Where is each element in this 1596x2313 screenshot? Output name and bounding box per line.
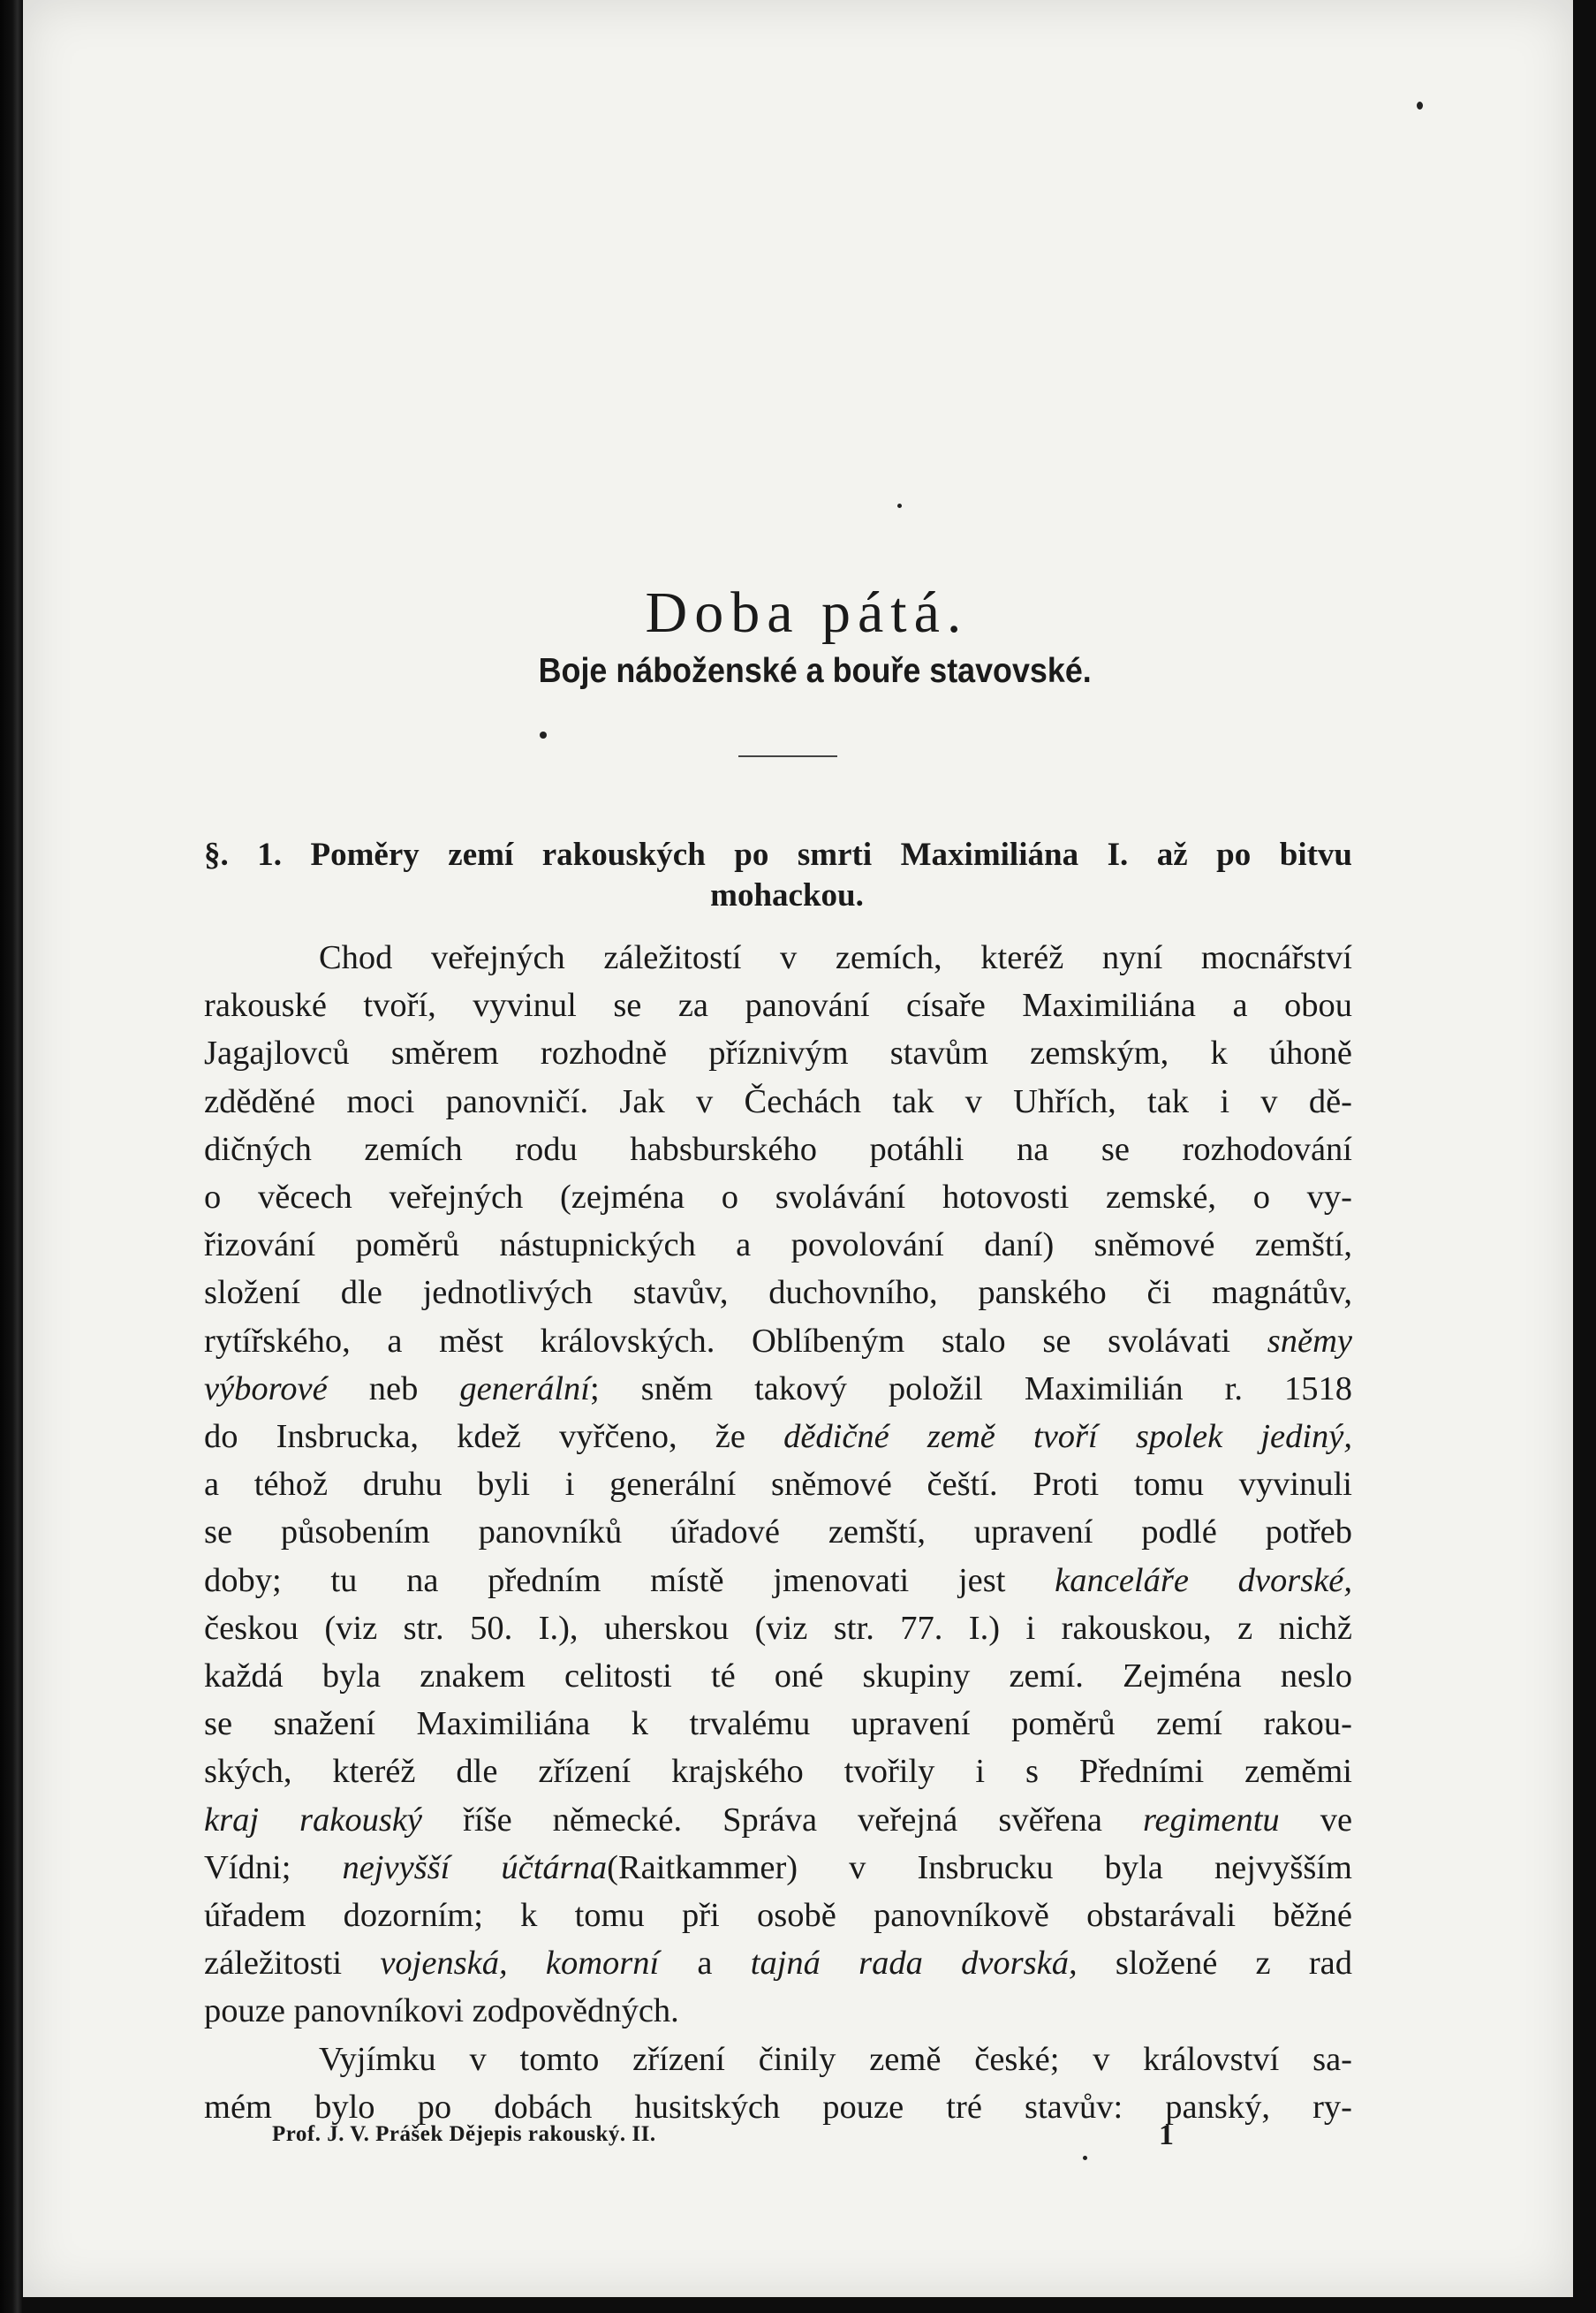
footer-source: Prof. J. V. Prášek Dějepis rakouský. II. [272,2122,656,2146]
italic-term: generální [459,1369,590,1407]
text-line: o věcech veřejných (zejména o svolávání hotovosti zemské, o vy- [204,1179,1352,1217]
italic-term: výborové [204,1369,328,1407]
section-heading-line: mohackou. [710,877,864,914]
text-line: složení dle jednotlivých stavův, duchovního, panského či magnátův, [204,1274,1352,1312]
text-line: řizování poměrů nástupnických a povolování daní) sněmové zemští, [204,1226,1352,1264]
text-line: každá byla znakem celitosti té oné skupiny zemí. Zejména neslo [204,1657,1352,1695]
text-line: a téhož druhu byli i generální sněmové čeští. Proti tomu vyvinuli [204,1466,1352,1504]
text-line: Vyjímku v tomto zřízení činily země české; v království sa- [319,2040,1352,2078]
text-line: pouze panovníkovi zodpovědných. [204,1992,679,2030]
text-line: Vídni; nejvyšší účtárna(Raitkammer) v Insbrucku byla nejvyšším [204,1848,1352,1886]
italic-term: kraj rakouský [204,1801,423,1839]
text-line: úřadem dozorním; k tomu při osobě panovníkově obstarávali běžné [204,1897,1352,1935]
text-line: záležitosti vojenská, komorní a tajná rada dvorská, složené z rad [204,1945,1352,1983]
section-heading [204,835,1352,916]
text-line: rytířského, a měst královských. Oblíbeným stalo se svolávati sněmy [204,1322,1352,1360]
text-line: se snažení Maximiliána k trvalému upravení poměrů zemí rakou- [204,1705,1352,1743]
text-line: výborové neb generální; sněm takový položil Maximilián r. 1518 [204,1369,1353,1407]
text-line: dičných zemích rodu habsburského potáhli na se rozhodování [204,1130,1352,1168]
signature-mark: 1 [1159,2119,1174,2151]
text-line: Jagajlovců směrem rozhodně příznivým stavům zemským, k úhoně [204,1035,1352,1073]
italic-term: sněmy [1267,1322,1352,1360]
text-line: českou (viz str. 50. I.), uherskou (viz str. 77. I.) i rakouskou, z nichž [204,1609,1352,1647]
body-text [204,934,1352,2131]
italic-term: tajná rada dvorská, [750,1945,1078,1983]
text-line: mém bylo po dobách husitských pouze tré stavův: panský, ry- [204,2088,1352,2126]
italic-term: nejvyšší účtárna [342,1848,608,1886]
scan-speck [897,504,902,508]
section-heading-line: §. 1. Poměry zemí rakouských po smrti Maximiliána I. až po bitvu [204,837,1352,873]
italic-term: vojenská, komorní [380,1945,660,1983]
text-line: rakouské tvoří, vyvinul se za panování císaře Maximiliána a obou [204,987,1352,1025]
title-divider [738,755,837,757]
text-line: doby; tu na předním místě jmenovati jest kanceláře dvorské, [204,1561,1352,1599]
italic-term: regimentu [1142,1801,1280,1839]
text-line: se působením panovníků úřadové zemští, upravení podlé potřeb [204,1513,1352,1551]
scan-binding-edge [0,0,23,2313]
book-page [23,0,1573,2297]
text-line: do Insbrucka, kdež vyřčeno, že dědičné země tvoří spolek jediný, [204,1418,1353,1456]
italic-term: dědičné země tvoří spolek jediný, [783,1418,1353,1456]
text-line: zděděné moci panovničí. Jak v Čechách tak v Uhřích, tak i v dě- [204,1082,1352,1120]
text-line: kraj rakouský říše německé. Správa veřejná svěřena regimentu ve [204,1801,1353,1839]
scan-speck [1417,102,1423,110]
text-line: ských, kteréž dle zřízení krajského tvořily i s Předními zeměmi [204,1753,1352,1791]
text-line: Chod veřejných záležitostí v zemích, kteréž nyní mocnářství [319,939,1352,976]
scan-speck [1083,2156,1087,2160]
chapter-subtitle: Boje náboženské a bouře stavovské. [538,652,1092,690]
scan-speck [540,732,547,739]
chapter-title: Doba pátá. [645,580,969,646]
italic-term: kanceláře dvorské, [1055,1561,1352,1599]
